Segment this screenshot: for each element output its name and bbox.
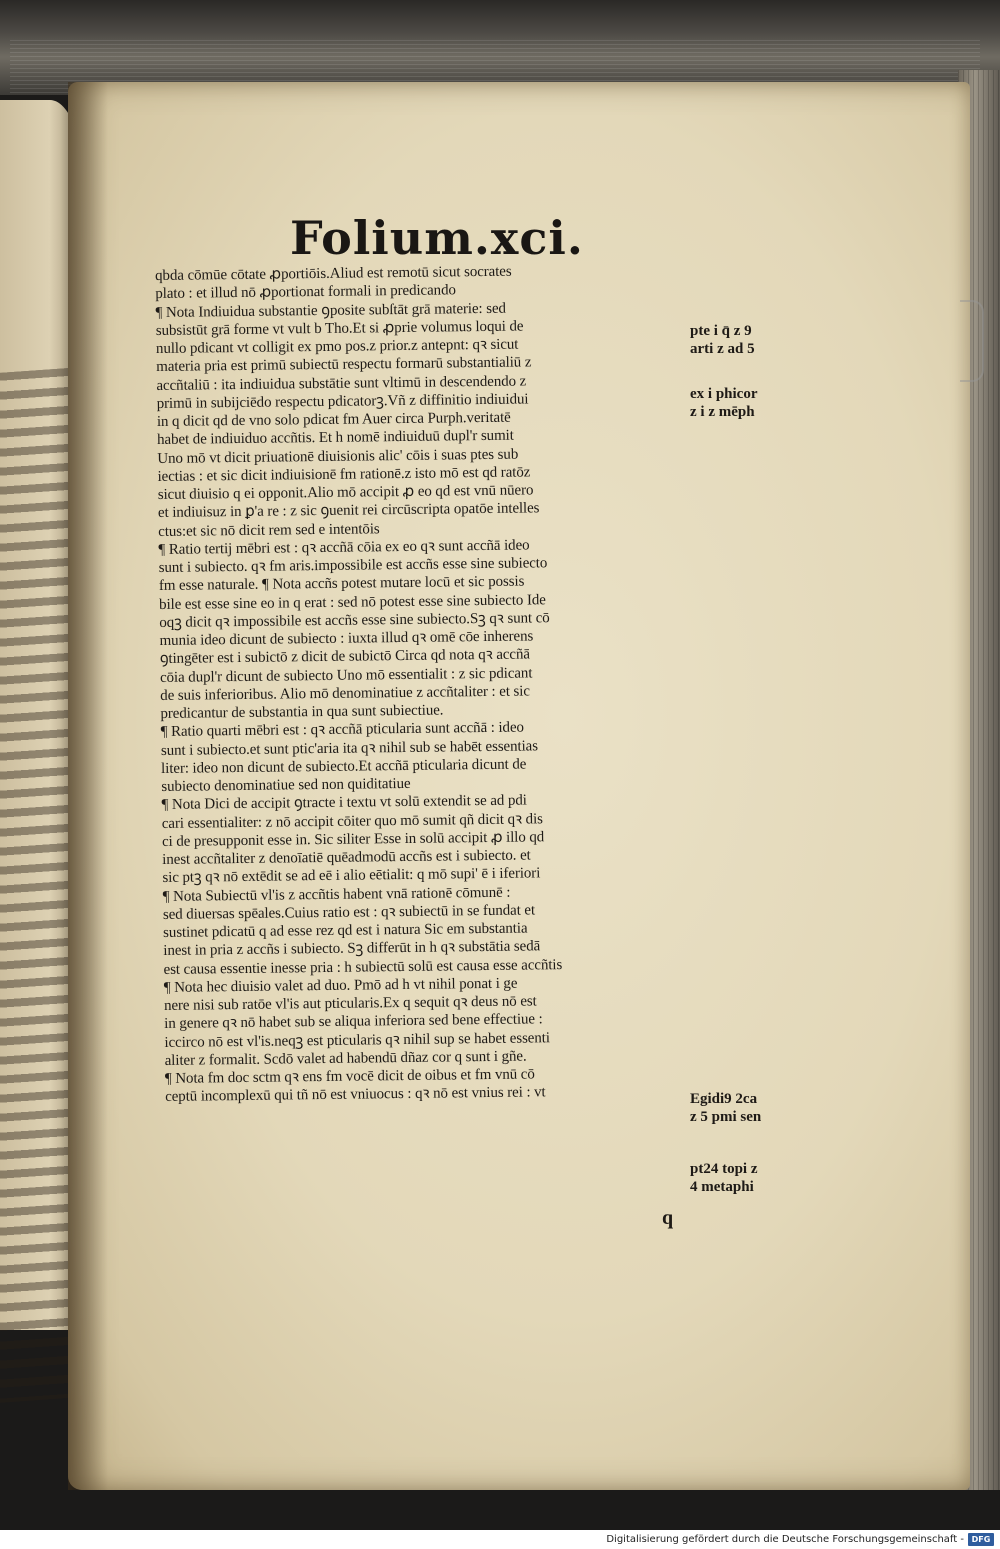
text-line: oqꝫ dicit qꝛ impossibile est accñs esse sine subiecto.Sꝫ qꝛ sunt cō — [159, 609, 550, 631]
text-line: ctus:et sic nō dicit rem sed e intentōis — [158, 520, 380, 540]
text-line: Uno mō vt dicit priuationē diuisionis alic' cōis i suas ptes sub — [157, 446, 519, 467]
marginal-note-line: z 5 pmi sen — [690, 1109, 762, 1125]
funding-credit: Digitalisierung gefördert durch die Deutsche Forschungsgemeinschaft - — [606, 1534, 964, 1545]
marginal-note — [690, 1090, 800, 1126]
signature-mark: q — [662, 1207, 674, 1229]
text-line: ꝯtingēter est i subictō z dicit de subictō Circa qd nota qꝛ accñā — [159, 646, 531, 668]
text-line: accñtaliū : ita indiuidua substātie sunt vltimū in descendendo z — [156, 372, 527, 394]
text-line: bile est esse sine eo in q erat : sed nō potest esse sine subiecto Ide — [159, 591, 546, 613]
text-line: inest in pria z accñs i subiecto. Sꝫ differūt in h qꝛ substātia sedā — [163, 938, 541, 960]
text-line: ci de presupponit esse in. Sic siliter Esse in solū accipit ꝓ illo qd — [161, 829, 545, 850]
marginal-note-line: ex i phicor — [690, 386, 758, 402]
text-line: sunt i subiecto.et sunt ptic'aria ita qꝛ nihil sub se habēt essentias — [160, 737, 538, 759]
text-line: ¶ Nota Indiuidua substantie ꝯposite subſtāt grā materie: sed — [155, 300, 506, 321]
text-line: in genere qꝛ nō habet sub se aliqua inferiora sed bene effectiue : — [164, 1011, 543, 1033]
text-line: cōia dupl'r dicunt de subiecto Uno mō essentialit : z sic pdicant — [159, 664, 533, 686]
text-line: ¶ Nota Subiectū vl'is z accñtis habent vnā rationē cōmunē : — [162, 884, 511, 905]
text-line: iccirco nō est vl'is.neqꝫ est pticularis qꝛ nihil sup se habet essenti — [164, 1029, 550, 1051]
dfg-logo-icon: DFG — [968, 1533, 994, 1546]
text-line: qbda cōmūe cōtate ꝓportiōis.Aliud est remotū sicut socrates — [155, 263, 512, 284]
text-line: sustinet pdicatū q ad esse rez qd est i natura Sic em substantia — [163, 920, 528, 941]
main-text-column — [155, 261, 692, 1227]
text-line: subiecto denominatiue sed non quiditatiue — [161, 775, 411, 795]
marginal-note-line: pt24 topi z — [690, 1161, 758, 1177]
marginal-note-line: arti z ad 5 — [690, 341, 755, 357]
text-line: munia ideo dicunt de subiecto : iuxta illud qꝛ omē cōe inherens — [159, 628, 534, 649]
text-line: nullo pdicant vt colligit ex pmo pos.z prior.z antepnt: qꝛ sicut — [155, 336, 519, 357]
marginal-note — [690, 322, 800, 358]
book-top-edge — [0, 0, 1000, 95]
text-line: primū in subijciēdo respectu pdicatorꝫ.Vñ z diffinitio indiuidui — [156, 391, 529, 412]
text-line: ¶ Ratio quarti mēbri est : qꝛ accñā pticularia sunt accñā : ideo — [160, 719, 524, 741]
page-clip — [960, 300, 984, 382]
marginal-note-line: z i z mēph — [690, 404, 755, 420]
text-line: fm esse naturale. ¶ Nota accñs potest mutare locū et sic possis — [158, 573, 525, 595]
text-line: iectias : et sic dicit indiuisionē fm rationē.z isto mō est qd ratōz — [157, 464, 531, 485]
page-fold-shadow — [68, 82, 108, 1490]
text-line: et indiuisuz in ꝑ'a re : z sic ꝯuenit rei circūscripta opatōe intelles — [157, 500, 540, 522]
text-line: est causa essentie inesse pria : h subiectū solū est causa esse accñtis — [163, 956, 563, 978]
folio-heading: Folium.xci. — [290, 211, 584, 265]
text-line: ¶ Nota Dici de accipit ꝯtracte i textu vt solū extendit se ad pdi — [161, 792, 527, 814]
text-line: habet de indiuiduo accñtis. Et h nomē indiuiduū dupl'r sumit — [157, 427, 514, 449]
text-line: liter: ideo non dicunt de subiecto.Et accñā pticularia dicunt de — [161, 756, 527, 777]
marginal-note — [690, 385, 800, 421]
marginal-note-line: 4 metaphi — [690, 1179, 754, 1195]
text-line: ¶ Nota hec diuisio valet ad duo. Pmō ad h vt nihil ponat i ge — [163, 975, 518, 996]
text-line: sicut diuisio q ei opponit.Alio mō accipit ꝓ eo qd est vnū nūero — [157, 482, 534, 503]
text-line: inest accñtaliter z denoīatiē quēadmodū accñs est i subiecto. et — [162, 847, 531, 868]
text-line: nere nisi sub ratōe vl'is aut pticularis.Ex q sequit qꝛ deus nō est — [163, 993, 537, 1014]
text-line: sic ptꝫ qꝛ nō extēdit se ad eē i alio eētialit: q mō supi' ē i iferiori — [162, 865, 541, 887]
text-line: subsistūt grā forme vt vult b Tho.Et si ꝓprie volumus loqui de — [155, 318, 524, 339]
text-line: cari essentialiter: z nō accipit cōiter quo mō sumit qñ dicit qꝛ dis — [161, 810, 543, 832]
marginal-note-line: Egidi9 2ca — [690, 1091, 758, 1107]
text-line: de suis inferioribus. Alio mō denominatiue z accñtaliter : et sic — [160, 683, 530, 704]
text-line: ¶ Nota fm doc sctm qꝛ ens fm vocē dicit de oibus et fm vnū cō — [164, 1066, 535, 1087]
text-line: ceptū incomplexū qui tñ nō est vniuocus : qꝛ nō est vnius rei : vt — [165, 1084, 546, 1106]
text-line: aliter z formalit. Scdō valet ad habendū dñaz cor q sunt i gñe. — [164, 1048, 527, 1069]
text-line: plato : et illud nō ꝓportionat formali in predicando — [155, 282, 456, 303]
text-line: ¶ Ratio tertij mēbri est : qꝛ accñā cōia ex eo qꝛ sunt accñā ideo — [158, 537, 530, 558]
text-line: in q dicit qd de vno solo pdicat fm Auer circa Purph.veritatē — [156, 409, 511, 430]
marginal-note-line: pte i q̄ z 9 — [690, 323, 752, 339]
text-line: predicantur de substantia in qua sunt subiectiue. — [160, 702, 444, 722]
text-line: sed diuersas spēales.Cuius ratio est : qꝛ subiectū in se fundat et — [162, 902, 536, 923]
text-line: materia pria est primū subiectū respectu formarū substantialiū z — [156, 354, 532, 376]
text-line: sunt i subiecto. qꝛ fm aris.impossibile est accñs esse sine subiecto — [158, 555, 548, 576]
marginal-note — [690, 1160, 800, 1196]
footer-bar — [0, 1530, 1000, 1549]
